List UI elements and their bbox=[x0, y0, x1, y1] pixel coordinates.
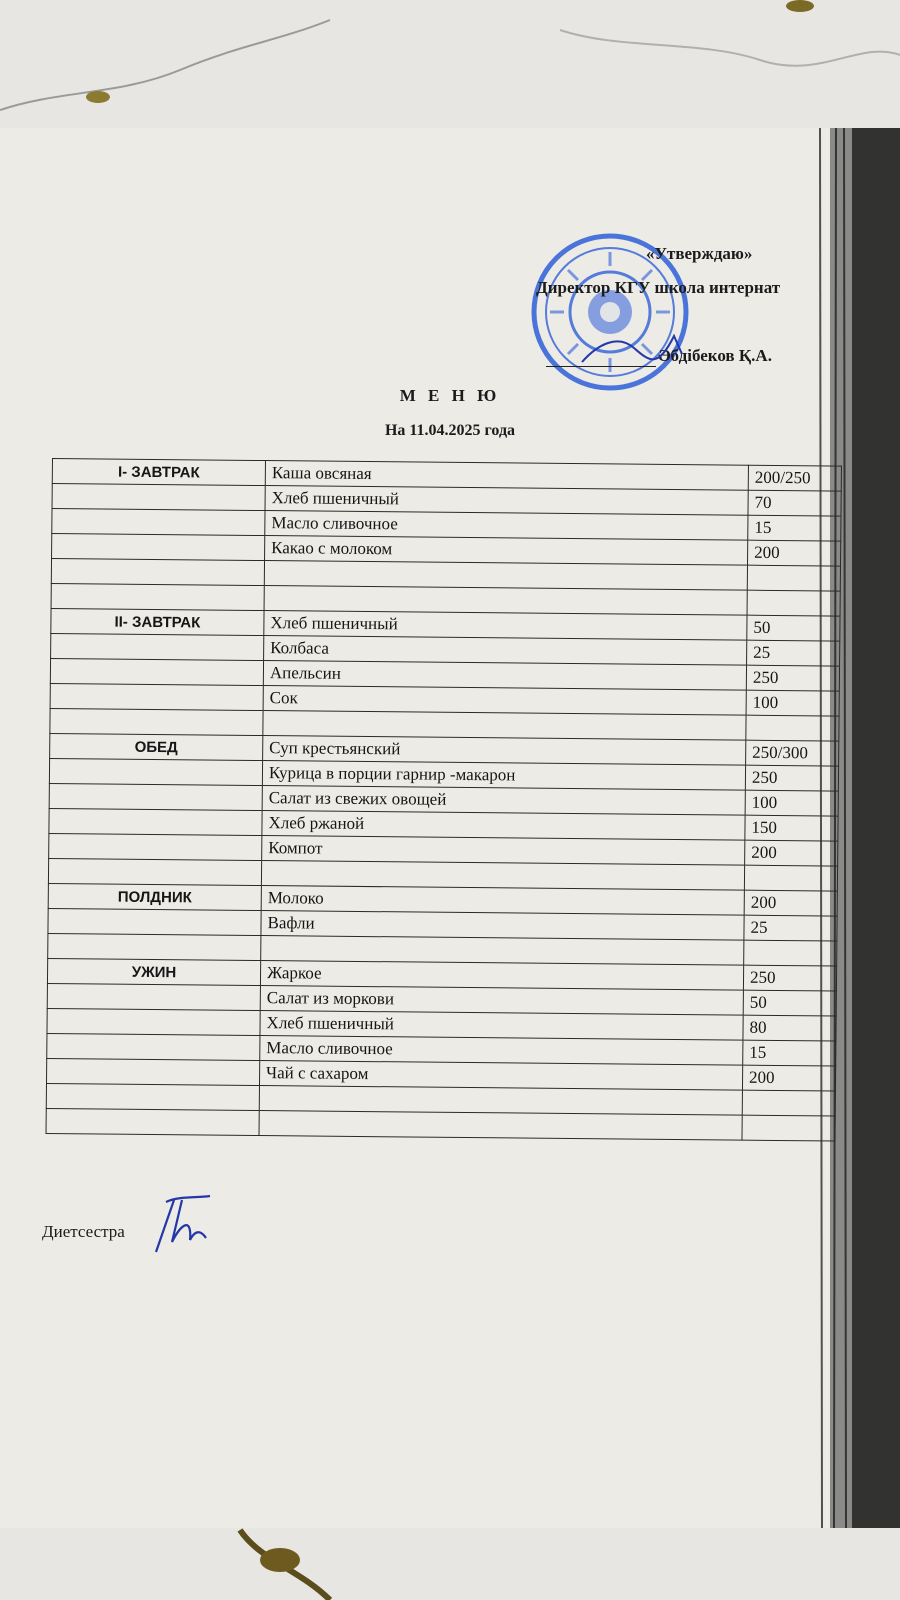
menu-cell-meal bbox=[51, 559, 264, 586]
menu-cell-dish: Какао с молоком bbox=[265, 536, 748, 566]
menu-cell-dish: Сок bbox=[263, 686, 746, 716]
menu-cell-dish: Хлеб пшеничный bbox=[260, 1011, 743, 1041]
menu-cell-amount: 25 bbox=[747, 640, 840, 666]
menu-cell-amount: 15 bbox=[743, 1040, 836, 1066]
menu-cell-meal: ПОЛДНИК bbox=[48, 883, 261, 910]
menu-cell-dish: Компот bbox=[262, 836, 745, 866]
menu-cell-dish: Хлеб ржаной bbox=[262, 811, 745, 841]
menu-cell-meal: УЖИН bbox=[47, 958, 260, 985]
director-signature bbox=[578, 324, 688, 374]
menu-cell-amount bbox=[744, 940, 837, 966]
menu-cell-amount: 200 bbox=[744, 890, 837, 916]
menu-cell-meal bbox=[51, 633, 264, 660]
menu-cell-amount: 250 bbox=[743, 965, 836, 991]
menu-cell-meal bbox=[50, 708, 263, 735]
menu-cell-dish: Вафли bbox=[261, 911, 744, 941]
menu-cell-amount: 200/250 bbox=[748, 465, 841, 491]
menu-cell-dish: Колбаса bbox=[264, 636, 747, 666]
menu-cell-dish: Молоко bbox=[261, 886, 744, 916]
approval-name: Әбдібеков Қ.А. bbox=[658, 346, 772, 365]
date-line: На 11.04.2025 года bbox=[384, 422, 516, 439]
menu-cell-meal bbox=[49, 783, 262, 810]
menu-cell-meal bbox=[46, 1058, 259, 1085]
menu-cell-meal bbox=[47, 1033, 260, 1060]
dietitian-signature bbox=[148, 1192, 218, 1258]
dietitian-label: Диетсестра bbox=[42, 1222, 125, 1241]
menu-cell-amount: 200 bbox=[745, 840, 838, 866]
menu-cell-amount: 50 bbox=[743, 990, 836, 1016]
menu-cell-amount: 25 bbox=[744, 915, 837, 941]
menu-cell-meal bbox=[52, 484, 265, 511]
menu-table bbox=[46, 458, 842, 1142]
menu-cell-amount: 250 bbox=[745, 765, 838, 791]
menu-cell-amount: 100 bbox=[745, 790, 838, 816]
menu-cell-meal bbox=[46, 1108, 259, 1135]
menu-cell-amount bbox=[747, 565, 840, 591]
menu-cell-meal bbox=[52, 509, 265, 536]
menu-cell-amount bbox=[747, 590, 840, 616]
menu-cell-amount: 100 bbox=[746, 690, 839, 716]
menu-cell-dish: Масло сливочное bbox=[265, 511, 748, 541]
menu-cell-amount: 50 bbox=[747, 615, 840, 641]
menu-cell-amount: 15 bbox=[748, 515, 841, 541]
page-title: М Е Н Ю bbox=[399, 386, 501, 405]
menu-cell-amount: 200 bbox=[742, 1065, 835, 1091]
menu-cell-amount: 80 bbox=[743, 1015, 836, 1041]
menu-cell-dish: Хлеб пшеничный bbox=[264, 611, 747, 641]
menu-cell-dish: Масло сливочное bbox=[260, 1036, 743, 1066]
menu-cell-meal bbox=[48, 908, 261, 935]
menu-cell-dish: Чай с сахаром bbox=[259, 1061, 742, 1091]
menu-cell-amount bbox=[744, 865, 837, 891]
menu-cell-dish: Курица в порции гарнир -макарон bbox=[262, 761, 745, 791]
menu-cell-meal bbox=[51, 583, 264, 610]
menu-cell-amount: 150 bbox=[745, 815, 838, 841]
menu-cell-meal bbox=[47, 983, 260, 1010]
menu-cell-dish: Апельсин bbox=[263, 661, 746, 691]
menu-cell-amount bbox=[742, 1115, 835, 1141]
menu-cell-amount: 200 bbox=[748, 540, 841, 566]
menu-cell-dish: Хлеб пшеничный bbox=[265, 486, 748, 516]
approval-director: Директор КГУ школа интернат bbox=[536, 278, 781, 297]
menu-cell-dish: Салат из свежих овощей bbox=[262, 786, 745, 816]
menu-cell-meal bbox=[48, 933, 261, 960]
menu-cell-amount bbox=[746, 715, 839, 741]
menu-cell-dish: Жаркое bbox=[260, 961, 743, 991]
menu-cell-meal: I- ЗАВТРАК bbox=[52, 459, 265, 486]
menu-cell-meal bbox=[46, 1083, 259, 1110]
menu-cell-meal bbox=[49, 758, 262, 785]
menu-cell-meal bbox=[49, 833, 262, 860]
menu-cell-amount: 250 bbox=[746, 665, 839, 691]
menu-cell-meal bbox=[48, 858, 261, 885]
approval-heading: «Утверждаю» bbox=[646, 244, 753, 263]
menu-cell-meal bbox=[47, 1008, 260, 1035]
menu-cell-meal bbox=[49, 808, 262, 835]
menu-cell-dish bbox=[259, 1111, 742, 1141]
menu-sheet bbox=[0, 128, 900, 1528]
menu-cell-amount bbox=[742, 1090, 835, 1116]
menu-cell-meal: II- ЗАВТРАК bbox=[51, 608, 264, 635]
menu-cell-dish: Суп крестьянский bbox=[263, 736, 746, 766]
menu-cell-meal bbox=[50, 683, 263, 710]
menu-cell-meal: ОБЕД bbox=[50, 733, 263, 760]
menu-cell-dish: Каша овсяная bbox=[265, 461, 748, 491]
menu-cell-amount: 70 bbox=[748, 490, 841, 516]
menu-cell-meal bbox=[52, 534, 265, 561]
menu-cell-dish: Салат из моркови bbox=[260, 986, 743, 1016]
menu-cell-meal bbox=[50, 658, 263, 685]
menu-cell-amount: 250/300 bbox=[746, 740, 839, 766]
